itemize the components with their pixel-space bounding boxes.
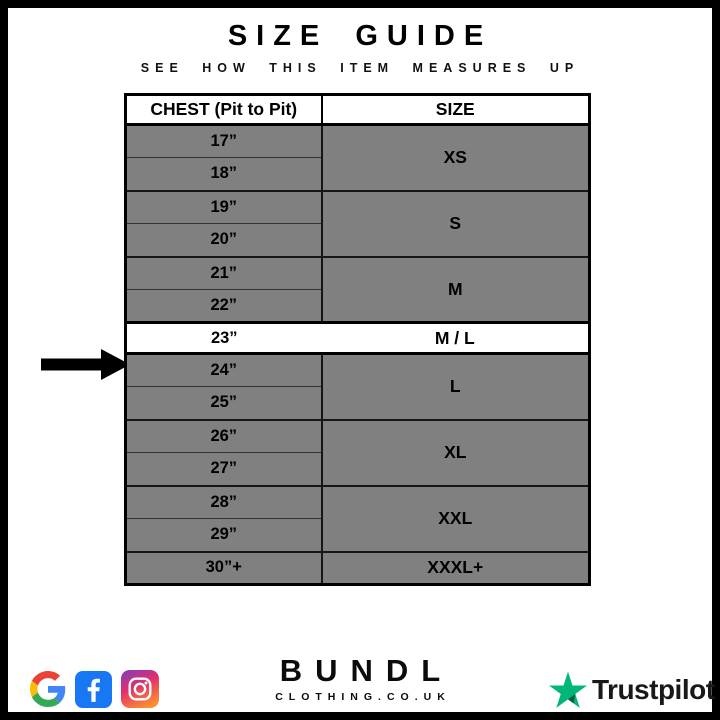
brand-logo-text: BUNDL	[279, 653, 454, 688]
table-row	[126, 552, 590, 585]
size-cell: XS	[322, 125, 590, 191]
size-cell: XL	[322, 420, 590, 486]
chest-measurement-cell: 23”	[126, 323, 322, 354]
trustpilot-wordmark: Trustpilot	[592, 674, 715, 705]
trustpilot-star-icon	[549, 671, 587, 709]
size-cell: M / L	[322, 323, 590, 354]
size-guide-table	[124, 93, 591, 586]
chest-measurement-cell: 26”	[126, 420, 322, 453]
size-cell: S	[322, 191, 590, 257]
chest-measurement-cell: 17”	[126, 125, 322, 158]
chest-measurement-cell: 29”	[126, 519, 322, 552]
chest-measurement-cell: 24”	[126, 354, 322, 387]
chest-measurement-cell: 20”	[126, 224, 322, 257]
brand-domain-text: CLOTHING.CO.UK	[275, 691, 451, 703]
table-row	[126, 420, 590, 453]
table-row	[126, 323, 590, 354]
table-row	[126, 191, 590, 224]
column-header-chest: CHEST (Pit to Pit)	[126, 95, 322, 125]
trustpilot-logo	[549, 671, 715, 709]
size-cell: XXL	[322, 486, 590, 552]
chest-measurement-cell: 25”	[126, 387, 322, 420]
size-cell: L	[322, 354, 590, 420]
column-header-size: SIZE	[322, 95, 590, 125]
chest-measurement-cell: 22”	[126, 290, 322, 323]
chest-measurement-cell: 28”	[126, 486, 322, 519]
chest-measurement-cell: 27”	[126, 453, 322, 486]
row-pointer-arrow-icon	[41, 349, 130, 380]
table-header-row	[126, 95, 590, 125]
chest-measurement-cell: 21”	[126, 257, 322, 290]
table-row	[126, 354, 590, 387]
size-cell: XXXL+	[322, 552, 590, 585]
table-row	[126, 125, 590, 158]
table-row	[126, 257, 590, 290]
page-title: SIZE GUIDE	[227, 20, 493, 52]
chest-measurement-cell: 30”+	[126, 552, 322, 585]
size-table-body	[126, 125, 590, 585]
chest-measurement-cell: 19”	[126, 191, 322, 224]
table-row	[126, 486, 590, 519]
page-subtitle: SEE HOW THIS ITEM MEASURES UP	[140, 61, 580, 75]
chest-measurement-cell: 18”	[126, 158, 322, 191]
size-cell: M	[322, 257, 590, 323]
